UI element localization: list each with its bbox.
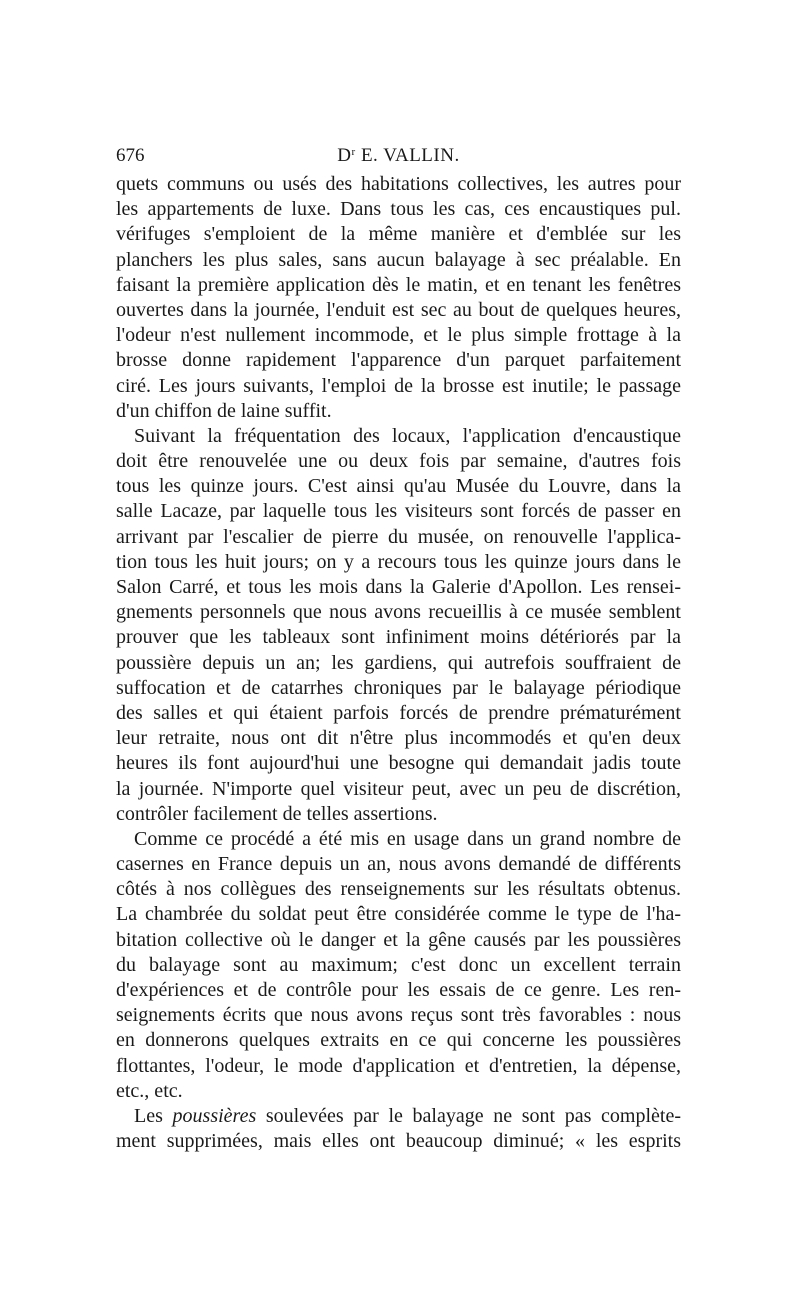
- text-line: tous les quinze jours. C'est ainsi qu'au Musée du Louvre, dans la: [116, 475, 681, 498]
- running-head-author: [116, 143, 681, 169]
- text-line: contrôler facilement de telles assertions.: [116, 802, 438, 825]
- text-line: gnements personnels que nous avons recueillis à ce musée semblent: [116, 601, 681, 624]
- text-line: poussière depuis un an; les gardiens, qui autrefois souffraient de: [116, 651, 681, 674]
- text-line: brosse donne rapidement l'apparence d'un parquet parfaitement: [116, 349, 681, 372]
- paragraph-4: [116, 1104, 681, 1154]
- text-run: soulevées par le balayage ne sont pas complète-: [256, 1104, 681, 1127]
- text-line: l'odeur n'est nullement incommode, et le plus simple frottage à la: [116, 324, 681, 347]
- text-line: heures ils font aujourd'hui une besogne qui demandait jadis toute: [116, 752, 681, 775]
- paragraph-2: [116, 424, 681, 827]
- text-line: en donnerons quelques extraits en ce qui concerne les poussières: [116, 1029, 681, 1052]
- text-line: d'un chiffon de laine suffit.: [116, 399, 332, 422]
- text-line: faisant la première application dès le matin, et en tenant les fenêtres: [116, 273, 681, 296]
- text-line: planchers les plus sales, sans aucun balayage à sec préalable. En: [116, 248, 681, 271]
- text-line: La chambrée du soldat peut être considérée comme le type de l'ha-: [116, 903, 681, 926]
- text-line: suffocation et de catarrhes chroniques par le balayage périodique: [116, 676, 681, 699]
- text-line: seignements écrits que nous avons reçus sont très favorables : nous: [116, 1004, 681, 1027]
- text-line: la journée. N'importe quel visiteur peut, avec un peu de discrétion,: [116, 777, 681, 800]
- text-line: les appartements de luxe. Dans tous les cas, ces encaustiques pul.: [116, 198, 681, 221]
- text-line: d'expériences et de contrôle pour les essais de ce genre. Les ren-: [116, 979, 681, 1001]
- emphasis-text: poussières: [172, 1104, 257, 1127]
- paragraph-3: [116, 827, 681, 1104]
- text-line: ouvertes dans la journée, l'enduit est sec au bout de quelques heures,: [116, 298, 681, 321]
- text-line: bitation collective où le danger et la gêne causés par les poussières: [116, 928, 681, 951]
- author-prefix: D: [337, 145, 352, 166]
- text-run: Les: [134, 1104, 173, 1127]
- text-line: du balayage sont au maximum; c'est donc un excellent terrain: [116, 953, 681, 976]
- text-line: [116, 1104, 681, 1129]
- text-line: casernes en France depuis un an, nous avons demandé de différents: [116, 853, 681, 876]
- text-line: leur retraite, nous ont dit n'être plus incommodés et qu'en deux: [116, 727, 681, 750]
- text-line: Salon Carré, et tous les mois dans la Galerie d'Apollon. Les rensei-: [116, 576, 681, 598]
- text-line: prouver que les tableaux sont infiniment moins détériorés par la: [116, 626, 681, 649]
- text-line: salle Lacaze, par laquelle tous les visiteurs sont forcés de passer en: [116, 500, 681, 523]
- text-line: tion tous les huit jours; on y a recours tous les quinze jours dans le: [116, 550, 681, 573]
- text-line: vérifuges s'emploient de la même manière et d'emblée sur les: [116, 223, 681, 246]
- text-line: flottantes, l'odeur, le mode d'application et d'entretien, la dépense,: [116, 1054, 681, 1077]
- page-number: 676: [116, 145, 145, 166]
- text-line: côtés à nos collègues des renseignements sur les résultats obtenus.: [116, 878, 681, 901]
- text-line: quets communs ou usés des habitations collectives, les autres pour: [116, 173, 681, 195]
- text-line: Suivant la fréquentation des locaux, l'application d'encaustique: [134, 424, 681, 447]
- text-line: arrivant par l'escalier de pierre du musée, on renouvelle l'applica-: [116, 525, 681, 548]
- text-line: ment supprimées, mais elles ont beaucoup diminué; « les esprits: [116, 1130, 681, 1153]
- text-line: doit être renouvelée une ou deux fois par semaine, d'autres fois: [116, 450, 681, 473]
- text-line: des salles et qui étaient parfois forcés de prendre prématurément: [116, 701, 681, 724]
- text-line: etc., etc.: [116, 1079, 183, 1102]
- author-prefix-superscript: r: [351, 146, 356, 158]
- text-line: ciré. Les jours suivants, l'emploi de la brosse est inutile; le passage: [116, 374, 681, 397]
- author-name: E. VALLIN.: [355, 145, 460, 166]
- paragraph-1: [116, 172, 681, 424]
- body-text: [116, 172, 681, 1154]
- text-line: Comme ce procédé a été mis en usage dans un grand nombre de: [134, 827, 681, 850]
- running-head: [116, 143, 681, 169]
